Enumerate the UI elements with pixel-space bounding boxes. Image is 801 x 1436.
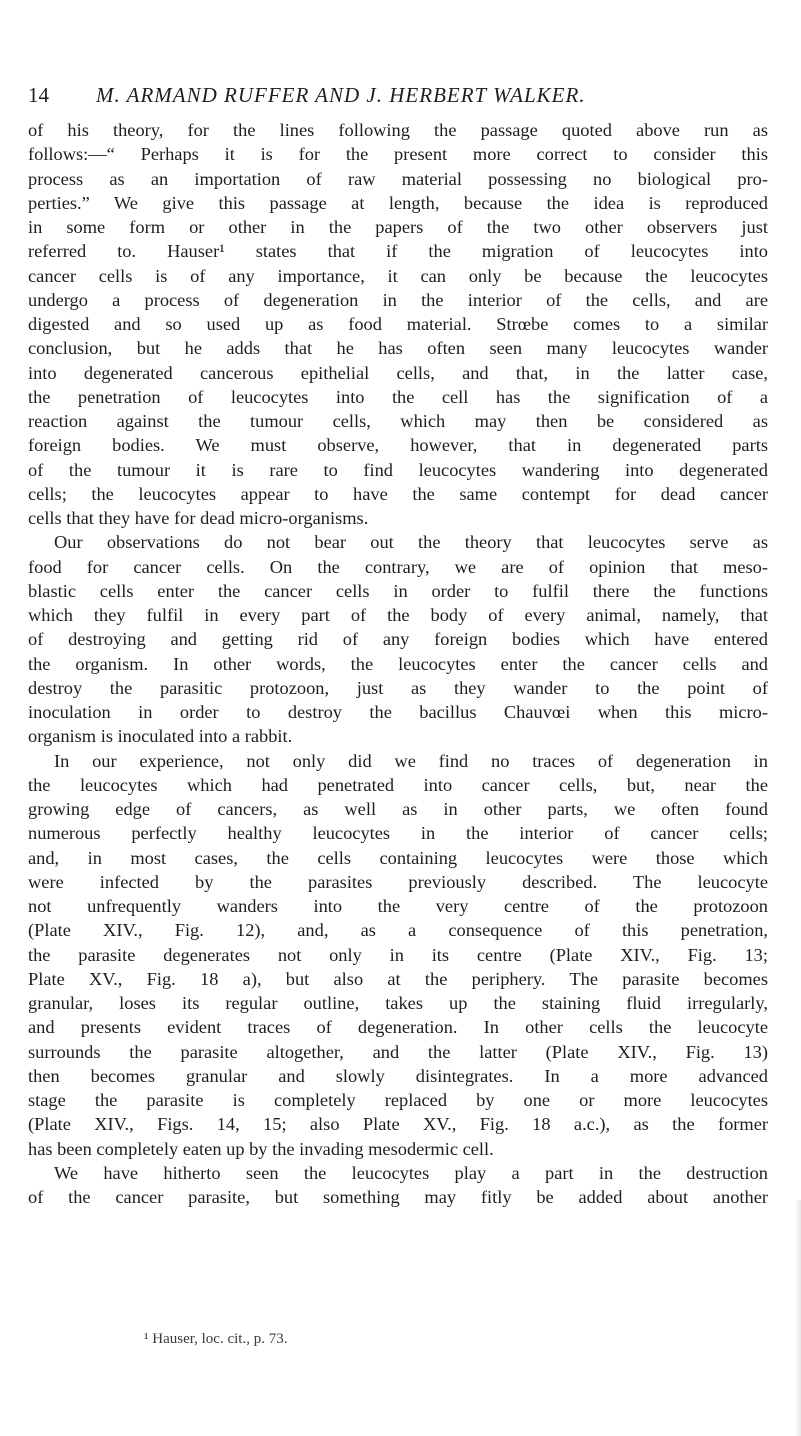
page-number: 14 bbox=[28, 83, 49, 107]
text-line: digested and so used up as food material. Strœbe comes to a similar bbox=[28, 314, 768, 334]
text-line: perties.” We give this passage at length, because the idea is reproduced bbox=[28, 192, 768, 213]
text-line: inoculation in order to destroy the bacillus Chauvœi when this micro- bbox=[28, 702, 768, 722]
text-line: conclusion, but he adds that he has often seen many leucocytes wander bbox=[28, 338, 768, 359]
text-line: stage the parasite is completely replaced by one or more leucocytes bbox=[28, 1090, 768, 1110]
text-line: Plate XV., Fig. 18 a), but also at the periphery. The parasite becomes bbox=[28, 968, 768, 989]
text-line: in some form or other in the papers of the two other observers just bbox=[28, 217, 768, 237]
text-line: of destroying and getting rid of any foreign bodies which have entered bbox=[28, 629, 768, 650]
text-line: surrounds the parasite altogether, and the latter (Plate XIV., Fig. 13) bbox=[28, 1041, 768, 1062]
text-line: of his theory, for the lines following the passage quoted above run as bbox=[28, 120, 768, 140]
text-line: which they fulfil in every part of the body of every animal, namely, that bbox=[28, 605, 768, 625]
text-line: undergo a process of degeneration in the interior of the cells, and are bbox=[28, 289, 768, 310]
text-line: the penetration of leucocytes into the cell has the signification of a bbox=[28, 386, 768, 407]
text-line: reaction against the tumour cells, which may then be considered as bbox=[28, 411, 768, 431]
text-line: of the cancer parasite, but something may fitly be added about another bbox=[28, 1187, 768, 1207]
text-line: numerous perfectly healthy leucocytes in the interior of cancer cells; bbox=[28, 823, 768, 844]
text-line-paragraph-end: cells that they have for dead micro-organisms. bbox=[28, 508, 369, 528]
text-line: and presents evident traces of degeneration. In other cells the leucocyte bbox=[28, 1017, 768, 1038]
text-line-paragraph-end: organism is inoculated into a rabbit. bbox=[28, 726, 293, 747]
footnote-text: ¹ Hauser, loc. cit., p. 73. bbox=[144, 1331, 288, 1347]
footnote bbox=[28, 1328, 768, 1350]
text-line-paragraph-start: Our observations do not bear out the theory that leucocytes serve as bbox=[54, 532, 768, 553]
text-line: the leucocytes which had penetrated into cancer cells, but, near the bbox=[28, 774, 768, 795]
text-line: referred to. Hauser¹ states that if the migration of leucocytes into bbox=[28, 241, 768, 262]
text-line: (Plate XIV., Fig. 12), and, as a consequence of this penetration, bbox=[28, 920, 768, 941]
text-line: of the tumour it is rare to find leucocytes wandering into degenerated bbox=[28, 459, 768, 480]
text-line: process as an importation of raw material possessing no biological pro- bbox=[28, 168, 768, 189]
text-line-paragraph-start: We have hitherto seen the leucocytes play a part in the destruction bbox=[54, 1162, 768, 1183]
text-line: food for cancer cells. On the contrary, we are of opinion that meso- bbox=[28, 556, 768, 577]
text-line: growing edge of cancers, as well as in other parts, we often found bbox=[28, 799, 768, 819]
text-line: destroy the parasitic protozoon, just as they wander to the point of bbox=[28, 677, 768, 698]
text-line: cells; the leucocytes appear to have the same contempt for dead cancer bbox=[28, 483, 768, 504]
text-line: blastic cells enter the cancer cells in order to fulfil there the functions bbox=[28, 580, 768, 601]
text-line-paragraph-end: has been completely eaten up by the invading mesodermic cell. bbox=[28, 1138, 494, 1159]
running-title: M. ARMAND RUFFER AND J. HERBERT WALKER. bbox=[96, 83, 586, 107]
text-line: (Plate XIV., Figs. 14, 15; also Plate XV., Fig. 18 a.c.), as the former bbox=[28, 1114, 768, 1135]
body-text bbox=[28, 118, 768, 1209]
scan-edge-shadow bbox=[795, 1200, 801, 1436]
text-line-paragraph-start: In our experience, not only did we find no traces of degeneration in bbox=[54, 750, 768, 771]
text-line: into degenerated cancerous epithelial cells, and that, in the latter case, bbox=[28, 362, 768, 383]
running-head bbox=[28, 80, 768, 110]
text-line: were infected by the parasites previously described. The leucocyte bbox=[28, 871, 768, 892]
text-line: not unfrequently wanders into the very centre of the protozoon bbox=[28, 896, 768, 916]
text-line: the parasite degenerates not only in its centre (Plate XIV., Fig. 13; bbox=[28, 944, 768, 965]
text-line: the organism. In other words, the leucocytes enter the cancer cells and bbox=[28, 653, 768, 674]
text-line: follows:—“ Perhaps it is for the present more correct to consider this bbox=[28, 144, 768, 165]
text-line: and, in most cases, the cells containing leucocytes were those which bbox=[28, 847, 768, 868]
text-line: cancer cells is of any importance, it can only be because the leucocytes bbox=[28, 265, 768, 286]
text-line: then becomes granular and slowly disintegrates. In a more advanced bbox=[28, 1065, 768, 1086]
text-line: granular, loses its regular outline, takes up the staining fluid irregularly, bbox=[28, 993, 768, 1013]
text-line: foreign bodies. We must observe, however, that in degenerated parts bbox=[28, 435, 768, 456]
